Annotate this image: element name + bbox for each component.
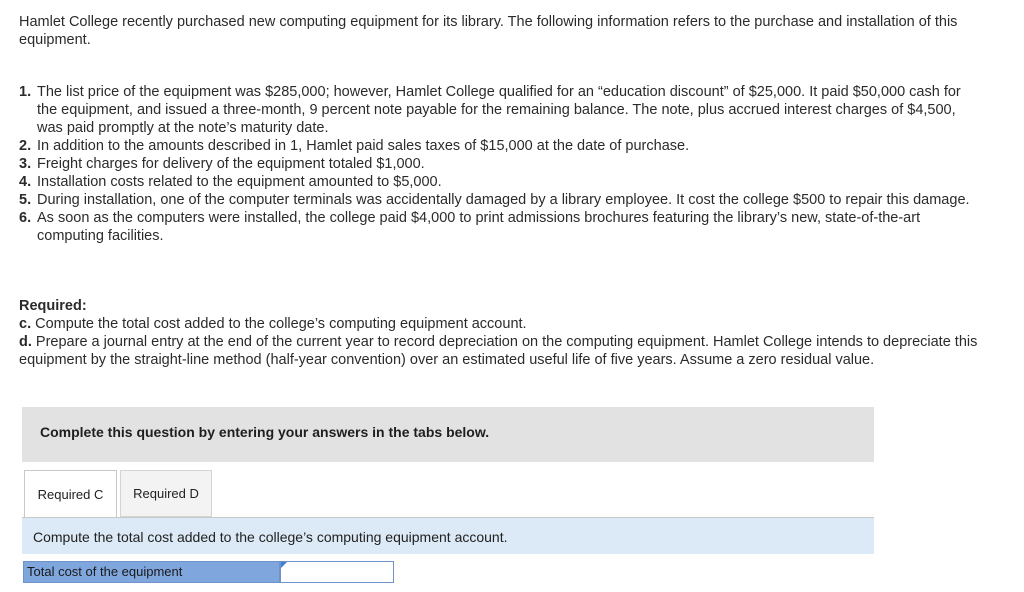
item-number: 4. — [19, 174, 32, 190]
question-prompt-text: Compute the total cost added to the college’s computing equipment account. — [33, 529, 508, 545]
list-item — [19, 83, 979, 137]
item-number: 5. — [19, 192, 32, 208]
item-text: In addition to the amounts described in 1, Hamlet paid sales taxes of $15,000 at the date of purchase. — [37, 138, 690, 154]
tab-required-d[interactable]: Required D — [120, 470, 212, 517]
item-text: Freight charges for delivery of the equipment totaled $1,000. — [37, 156, 425, 172]
input-flag-icon — [281, 562, 287, 568]
problem-intro: Hamlet College recently purchased new computing equipment for its library. The following information refers to the purchase and installation of this equipment. — [19, 14, 958, 48]
required-d — [19, 333, 979, 369]
required-c-tag: c. — [19, 316, 32, 332]
list-item — [19, 155, 979, 173]
instruction-banner — [22, 407, 874, 462]
list-item — [19, 173, 979, 191]
instruction-banner-text: Complete this question by entering your answers in the tabs below. — [40, 424, 490, 440]
total-cost-input[interactable] — [280, 561, 394, 583]
answer-row-label: Total cost of the equipment — [23, 561, 280, 583]
list-item — [19, 209, 979, 245]
question-prompt-bar — [22, 518, 874, 554]
item-number: 6. — [19, 210, 32, 226]
list-item — [19, 191, 979, 209]
required-d-tag: d. — [19, 334, 32, 350]
list-item — [19, 137, 979, 155]
required-c — [19, 315, 979, 333]
item-number: 3. — [19, 156, 32, 172]
required-section — [19, 297, 979, 369]
item-number: 2. — [19, 138, 32, 154]
required-c-text: Compute the total cost added to the college’s computing equipment account. — [35, 316, 527, 332]
problem-items-list — [19, 83, 979, 245]
required-d-text: Prepare a journal entry at the end of the current year to record depreciation on the computing equipment. Hamlet College intends to depreciate this equipment by the straight-line method (half-year convention) over an estimated useful life of five years. Assume a zero residual value. — [19, 334, 978, 368]
tab-required-c[interactable]: Required C — [24, 470, 117, 518]
item-text: Installation costs related to the equipment amounted to $5,000. — [37, 174, 442, 190]
item-text: As soon as the computers were installed, the college paid $4,000 to print admissions brochures featuring the library’s new, state-of-the-art computing facilities. — [37, 210, 921, 244]
item-text: The list price of the equipment was $285,000; however, Hamlet College qualified for an “education discount” of $25,000. It paid $50,000 cash for the equipment, and issued a three-month, 9 percent note payable for the remaining balance. The note, plus accrued interest charges of $4,500, was paid promptly at the note’s maturity date. — [37, 84, 961, 136]
required-heading: Required: — [19, 298, 87, 314]
item-text: During installation, one of the computer terminals was accidentally damaged by a library employee. It cost the college $500 to repair this damage. — [37, 192, 970, 208]
item-number: 1. — [19, 84, 32, 100]
